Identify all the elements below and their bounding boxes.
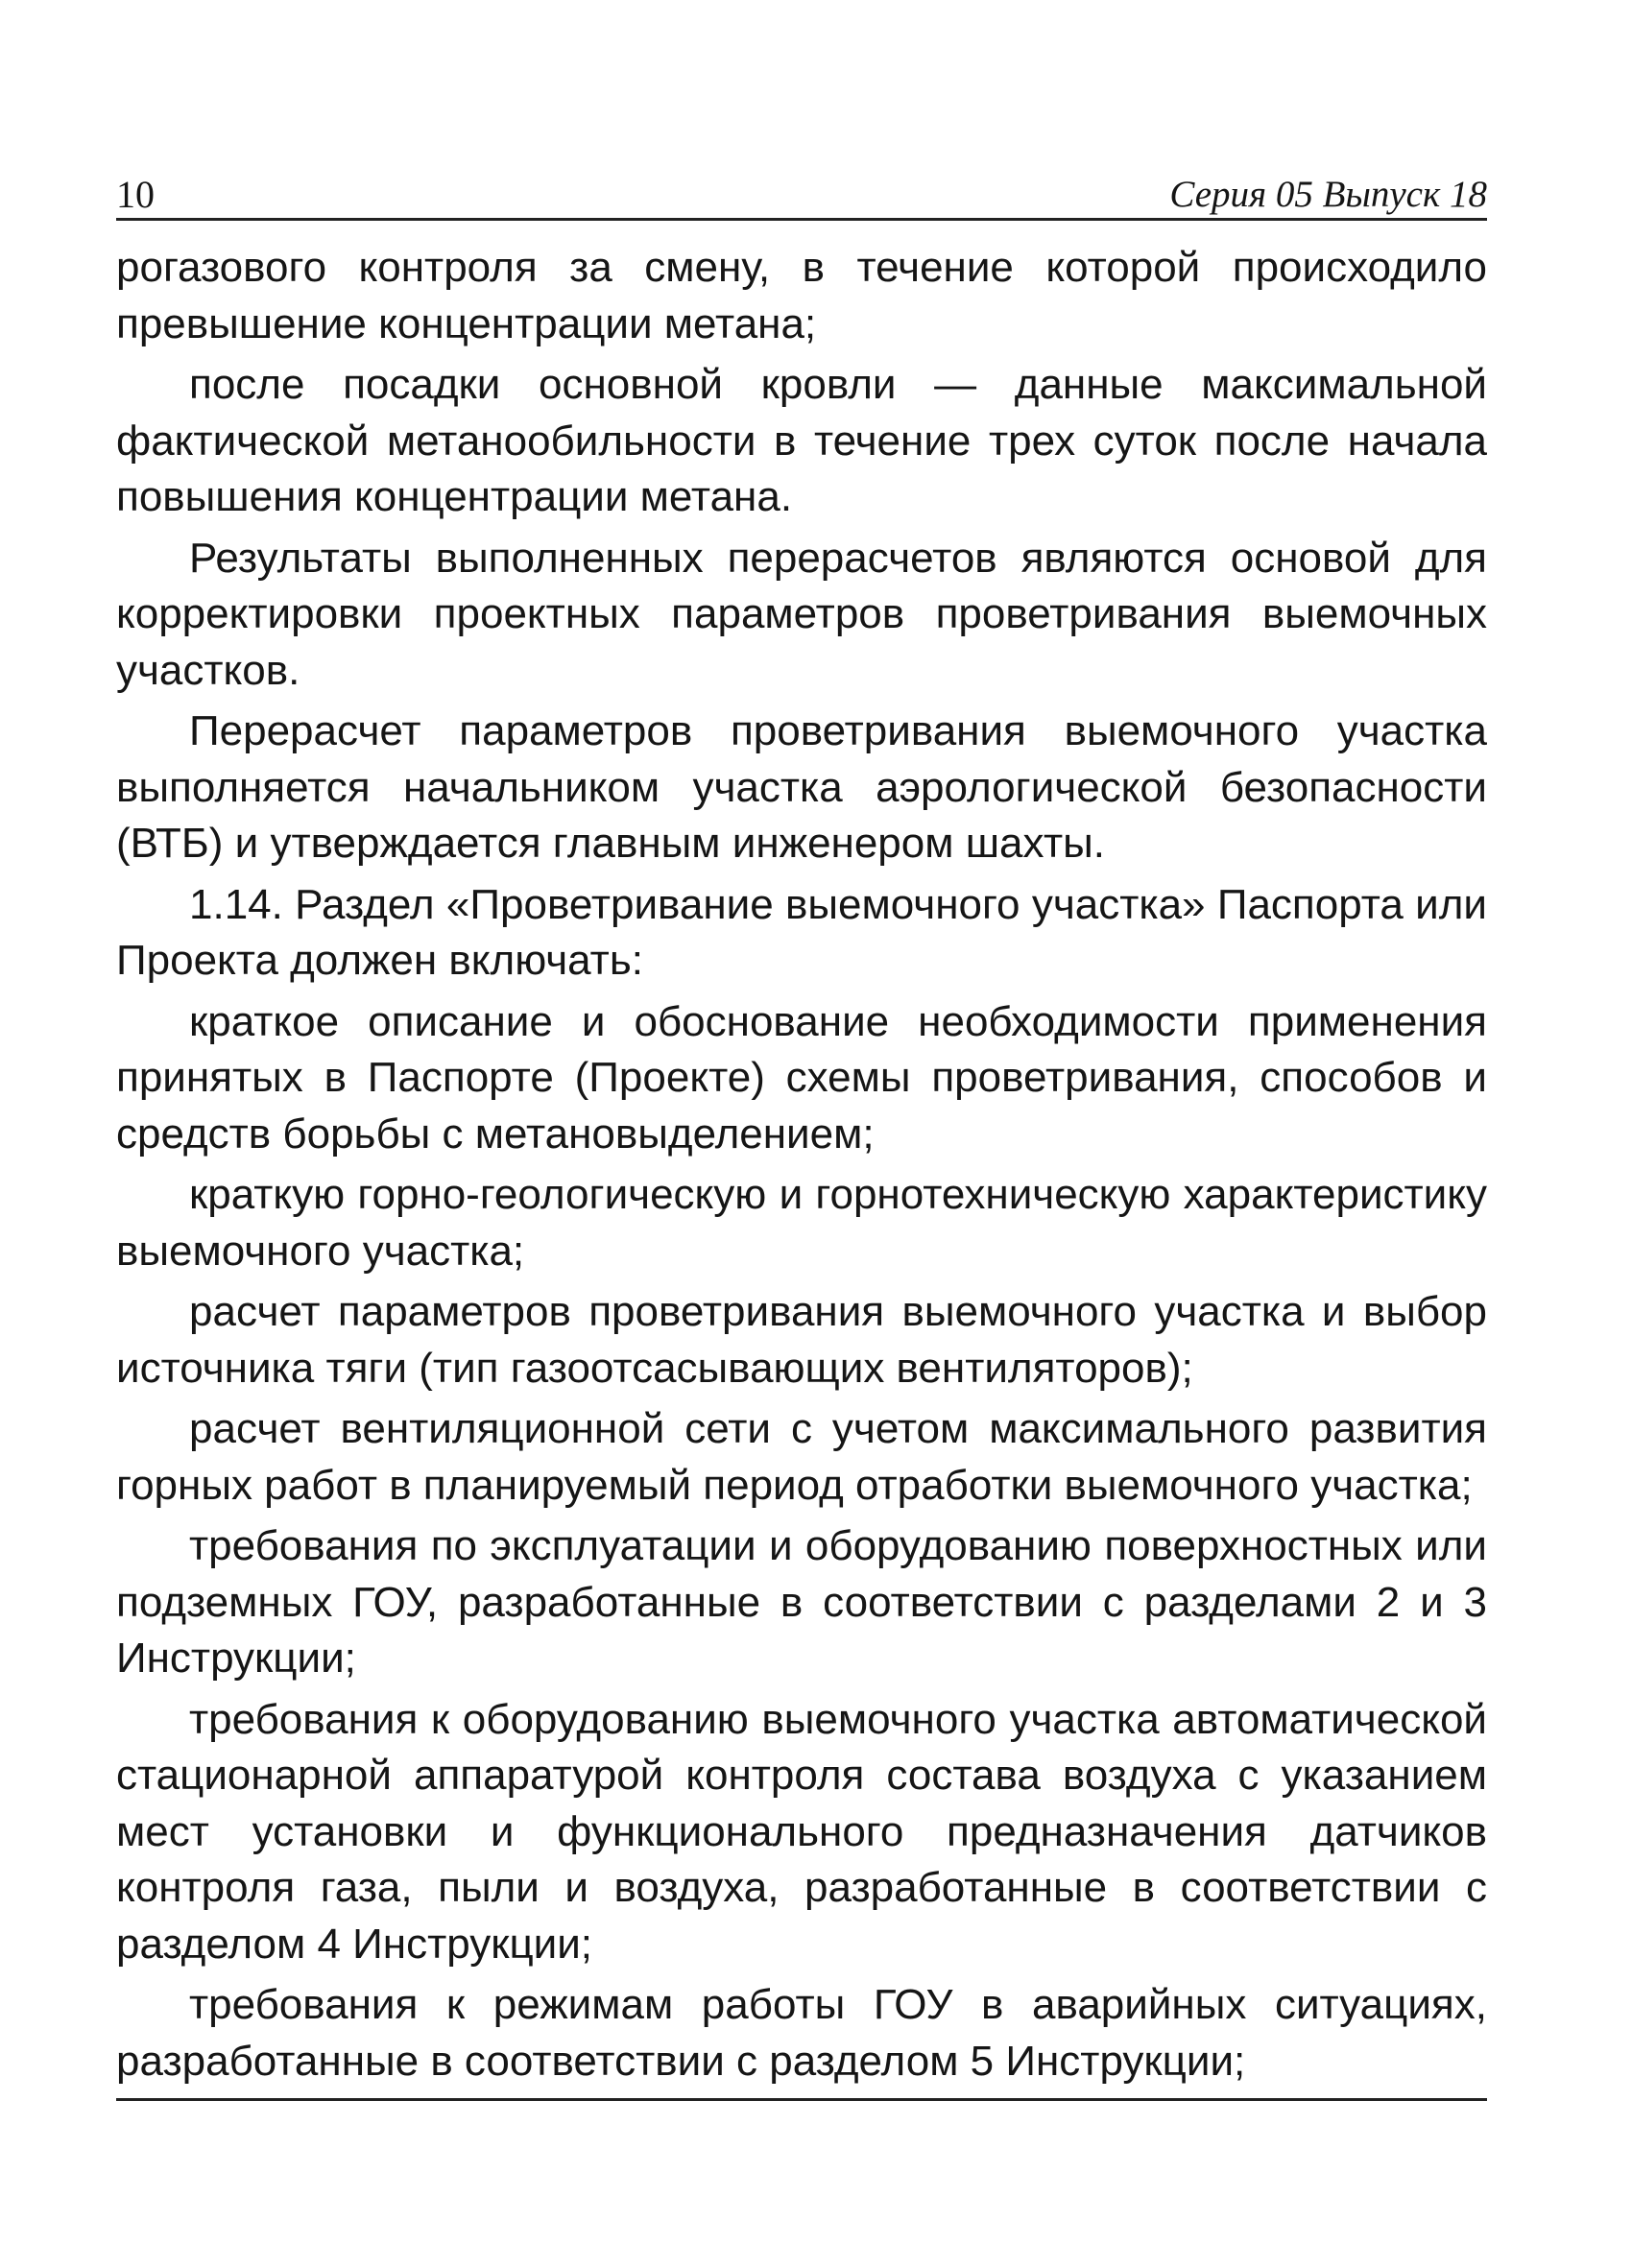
page-number: 10 [116, 173, 155, 216]
list-item: краткую горно-геологическую и горнотехническую характеристику выемочного участка; [116, 1171, 1487, 1275]
list-item: краткое описание и обоснование необходимости применения принятых в Паспорте (Проекте) схемы проветривания, способов и средств борьбы с метановыделением; [116, 997, 1487, 1158]
paragraph: Результаты выполненных перерасчетов являются основой для корректировки проектных параметров проветривания выемочных участков. [116, 534, 1487, 694]
series-title: Серия 05 Выпуск 18 [1169, 174, 1487, 215]
list-item: требования по эксплуатации и оборудованию поверхностных или подземных ГОУ, разработанные в соответствии с разделами 2 и 3 Инструкции; [116, 1522, 1487, 1682]
list-item: требования к режимам работы ГОУ в аварийных ситуациях, разработанные в соответствии с разделом 5 Инструкции; [116, 1981, 1487, 2085]
running-header [116, 171, 1487, 221]
footer-rule [116, 2098, 1487, 2101]
list-item: расчет вентиляционной сети с учетом максимального развития горных работ в планируемый период отработки выемочного участка; [116, 1405, 1487, 1509]
list-item: требования к оборудованию выемочного участка автоматической стационарной аппаратурой контроля состава воздуха с указанием мест установки и функционального предназначения датчиков контроля газа, пыли и воздуха, разработанные в соответствии с разделом 4 Инструкции; [116, 1695, 1487, 1968]
body-text [116, 240, 1487, 2094]
paragraph: Перерасчет параметров проветривания выемочного участка выполняется начальником участка аэрологической безопасности (ВТБ) и утверждается главным инженером шахты. [116, 707, 1487, 867]
paragraph: после посадки основной кровли — данные максимальной фактической метанообильности в течение трех суток после начала повышения концентрации метана. [116, 361, 1487, 520]
paragraph-continuation: рогазового контроля за смену, в течение которой происходило превышение концентрации метана; [116, 244, 1487, 347]
list-item: расчет параметров проветривания выемочного участка и выбор источника тяги (тип газоотсасывающих вентиляторов); [116, 1288, 1487, 1392]
section-paragraph: 1.14. Раздел «Проветривание выемочного участка» Паспорта или Проекта должен включать: [116, 880, 1487, 984]
